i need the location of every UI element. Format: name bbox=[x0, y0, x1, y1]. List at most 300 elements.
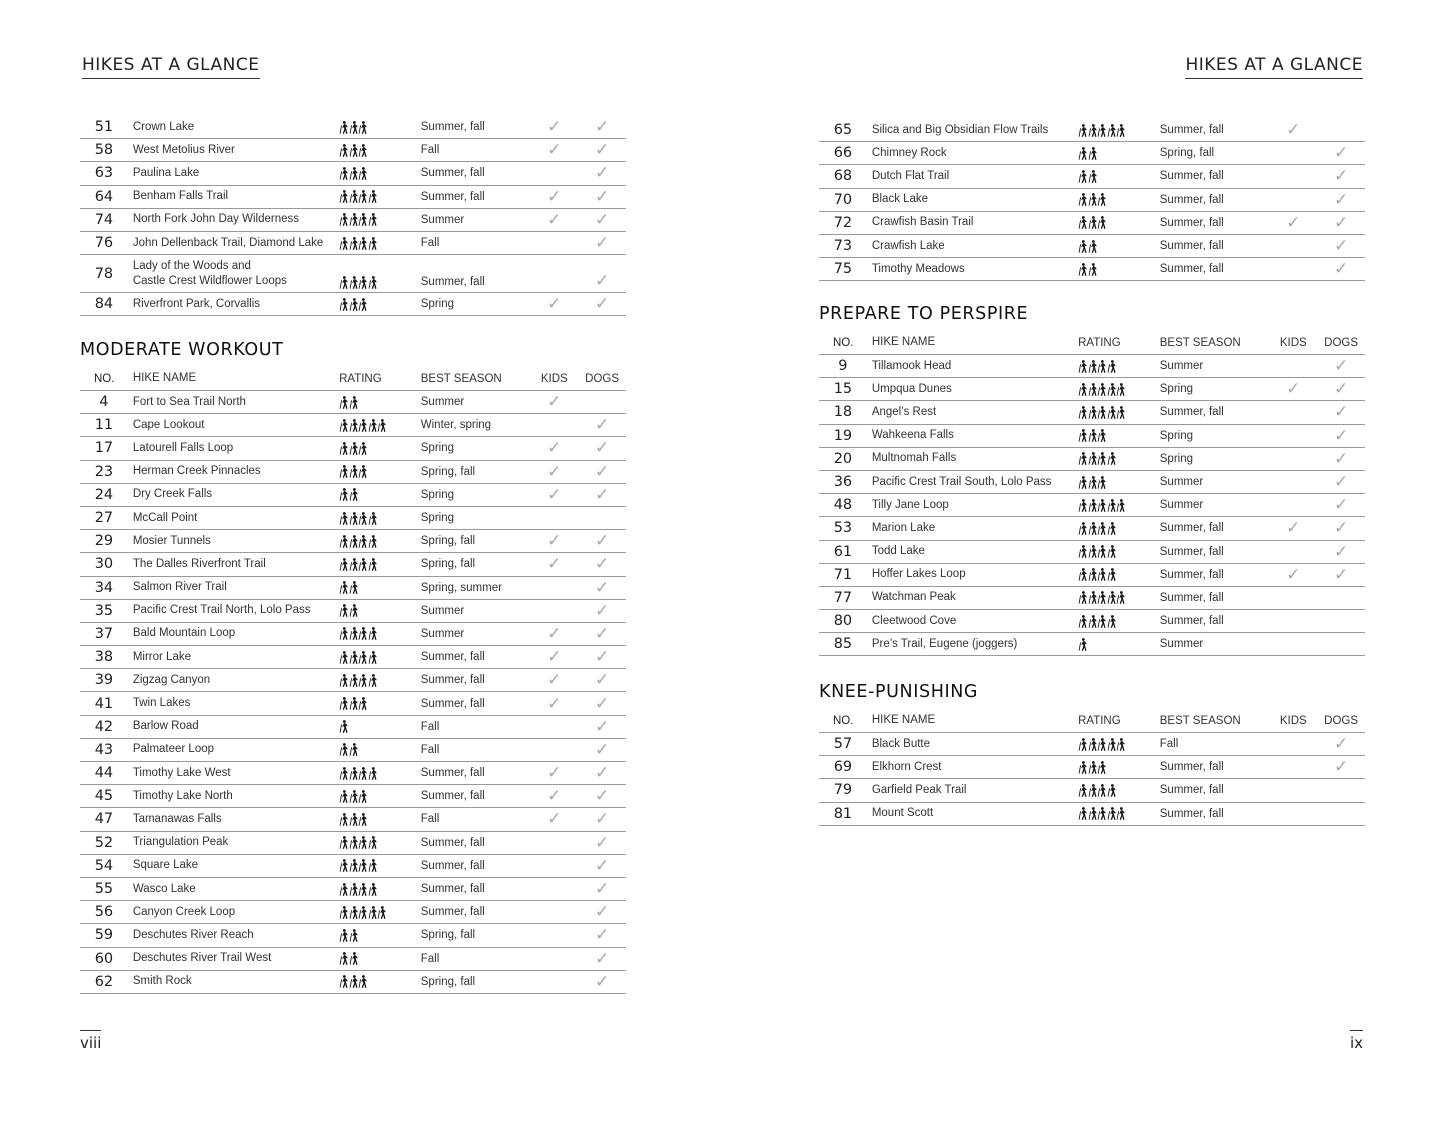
hiker-icon bbox=[339, 790, 349, 803]
hiker-icon bbox=[377, 419, 387, 432]
dogs-checkmark-icon: ✓ bbox=[1333, 734, 1349, 754]
hike-number: 36 bbox=[833, 474, 853, 491]
hike-rating bbox=[339, 276, 421, 292]
hike-rating bbox=[339, 488, 421, 501]
hike-number: 56 bbox=[94, 904, 114, 921]
hike-rating bbox=[1078, 591, 1160, 604]
hike-name bbox=[133, 858, 339, 873]
hike-name-line: Timothy Lake North bbox=[132, 789, 233, 802]
hiker-icon bbox=[339, 237, 349, 250]
hiker-icon bbox=[1078, 545, 1088, 558]
hike-name-line: Todd Lake bbox=[871, 545, 925, 558]
hike-number: 20 bbox=[833, 450, 853, 467]
hike-name-line: Barlow Road bbox=[132, 720, 199, 733]
best-season: Summer bbox=[420, 627, 465, 640]
hike-name bbox=[133, 766, 339, 781]
dogs-checkmark-icon: ✓ bbox=[1333, 212, 1349, 232]
kids-checkmark-icon: ✓ bbox=[1286, 564, 1301, 584]
hike-name bbox=[133, 487, 339, 502]
best-season: Summer, fall bbox=[420, 167, 485, 180]
hike-name-line: Smith Rock bbox=[132, 975, 192, 988]
hike-rating bbox=[339, 237, 421, 250]
hiker-icon bbox=[1088, 568, 1098, 581]
hike-name bbox=[872, 169, 1078, 184]
running-head-left: HIKES AT A GLANCE bbox=[82, 54, 260, 79]
hike-name bbox=[872, 783, 1078, 798]
table-row bbox=[80, 716, 626, 739]
hiker-icon bbox=[349, 790, 359, 803]
dogs-checkmark-icon: ✓ bbox=[594, 271, 610, 291]
hike-name bbox=[872, 760, 1078, 775]
hike-rating bbox=[339, 790, 421, 803]
hike-name bbox=[133, 534, 339, 549]
table-row bbox=[80, 971, 626, 994]
hiker-icon bbox=[1107, 738, 1117, 751]
table-row bbox=[80, 391, 626, 414]
hike-number: 39 bbox=[94, 672, 114, 689]
hike-rating bbox=[339, 144, 421, 157]
running-head-right: HIKES AT A GLANCE bbox=[1185, 54, 1363, 79]
hiker-icon bbox=[339, 558, 349, 571]
hike-name bbox=[133, 166, 339, 181]
hiker-icon bbox=[1097, 522, 1107, 535]
table-row bbox=[80, 855, 626, 878]
hike-rating bbox=[1078, 522, 1160, 535]
hiker-icon bbox=[1107, 591, 1117, 604]
hike-name-line: Hoffer Lakes Loop bbox=[871, 568, 966, 581]
hiker-icon bbox=[339, 906, 349, 919]
best-season: Summer, fall bbox=[420, 836, 485, 849]
hiker-icon bbox=[1088, 591, 1098, 604]
hiker-icon bbox=[339, 465, 349, 478]
hike-number: 42 bbox=[94, 718, 114, 735]
table-row bbox=[80, 878, 626, 901]
hiker-icon bbox=[1088, 522, 1098, 535]
hiker-icon bbox=[1116, 499, 1126, 512]
hike-number: 48 bbox=[833, 497, 853, 514]
hiker-icon bbox=[349, 558, 359, 571]
hike-rating bbox=[1078, 615, 1160, 628]
hiker-icon bbox=[339, 767, 349, 780]
hike-rating bbox=[339, 883, 421, 896]
hike-number: 54 bbox=[94, 857, 114, 874]
hiker-icon bbox=[1078, 452, 1088, 465]
hike-number: 62 bbox=[94, 973, 114, 990]
hike-name-line: Herman Creek Pinnacles bbox=[132, 465, 261, 478]
dogs-checkmark-icon: ✓ bbox=[594, 623, 610, 643]
hike-rating bbox=[1078, 452, 1160, 465]
hike-name-line: Chimney Rock bbox=[871, 146, 947, 159]
best-season: Spring bbox=[420, 488, 455, 501]
hiker-icon bbox=[377, 906, 387, 919]
table-row bbox=[80, 461, 626, 484]
hiker-icon bbox=[358, 790, 368, 803]
hike-name-line: McCall Point bbox=[132, 511, 198, 524]
hiker-icon bbox=[1088, 216, 1098, 229]
hike-name-line: Zigzag Canyon bbox=[132, 673, 211, 686]
table-row bbox=[819, 733, 1365, 756]
hiker-icon bbox=[1088, 807, 1098, 820]
table-row bbox=[819, 471, 1365, 494]
dogs-checkmark-icon: ✓ bbox=[1333, 448, 1349, 468]
best-season: Summer bbox=[420, 604, 465, 617]
hiker-icon bbox=[1078, 263, 1088, 276]
hike-rating bbox=[339, 419, 421, 432]
hike-name-line: Triangulation Peak bbox=[132, 836, 229, 849]
hike-name bbox=[133, 603, 339, 618]
kids-checkmark-icon: ✓ bbox=[547, 186, 562, 206]
best-season: Summer, fall bbox=[1159, 240, 1224, 253]
hike-rating bbox=[339, 298, 421, 311]
hiker-icon bbox=[358, 144, 368, 157]
hiker-icon bbox=[339, 929, 349, 942]
hiker-icon bbox=[358, 465, 368, 478]
column-header-name: HIKE NAME bbox=[871, 714, 936, 726]
kids-checkmark-icon: ✓ bbox=[547, 209, 562, 229]
best-season: Spring, summer bbox=[420, 581, 502, 594]
hike-number: 30 bbox=[94, 556, 114, 573]
dogs-checkmark-icon: ✓ bbox=[594, 163, 610, 183]
hiker-icon bbox=[349, 581, 359, 594]
hiker-icon bbox=[339, 121, 349, 134]
hiker-icon bbox=[1097, 360, 1107, 373]
best-season: Spring bbox=[420, 442, 455, 455]
table-row bbox=[80, 948, 626, 971]
hike-number: 59 bbox=[94, 927, 114, 944]
hike-name-line: Salmon River Trail bbox=[132, 581, 227, 594]
best-season: Summer bbox=[1159, 638, 1204, 651]
hiker-icon bbox=[358, 767, 368, 780]
dogs-checkmark-icon: ✓ bbox=[1333, 236, 1349, 256]
hike-name-line: Canyon Creek Loop bbox=[132, 905, 236, 918]
hike-rating bbox=[339, 720, 421, 733]
hike-number: 19 bbox=[833, 427, 853, 444]
kids-checkmark-icon: ✓ bbox=[547, 623, 562, 643]
best-season: Summer, fall bbox=[1159, 784, 1224, 797]
hike-name-line: Latourell Falls Loop bbox=[132, 441, 234, 454]
hike-name bbox=[133, 297, 339, 312]
hike-rating bbox=[339, 859, 421, 872]
hiker-icon bbox=[1097, 784, 1107, 797]
hike-number: 11 bbox=[94, 417, 114, 434]
hike-name bbox=[872, 359, 1078, 374]
dogs-checkmark-icon: ✓ bbox=[594, 209, 610, 229]
column-header-rating: RATING bbox=[1078, 336, 1121, 349]
hike-name-line: Garfield Peak Trail bbox=[871, 783, 967, 796]
hike-number: 84 bbox=[94, 296, 114, 313]
hike-number: 75 bbox=[833, 261, 853, 278]
table-row bbox=[80, 209, 626, 232]
dogs-checkmark-icon: ✓ bbox=[1333, 757, 1349, 777]
table-row bbox=[819, 378, 1365, 401]
column-header-name: HIKE NAME bbox=[132, 372, 197, 384]
hike-name-line: Umpqua Dunes bbox=[871, 382, 952, 395]
hike-rating bbox=[339, 213, 421, 226]
hiker-icon bbox=[339, 419, 349, 432]
hiker-icon bbox=[339, 144, 349, 157]
hiker-icon bbox=[1088, 499, 1098, 512]
hiker-icon bbox=[358, 859, 368, 872]
hiker-icon bbox=[368, 213, 378, 226]
hiker-icon bbox=[349, 883, 359, 896]
hike-name bbox=[872, 637, 1078, 652]
hiker-icon bbox=[1097, 761, 1107, 774]
hike-rating bbox=[1078, 360, 1160, 373]
hike-rating bbox=[339, 906, 421, 919]
best-season: Summer, fall bbox=[1159, 170, 1224, 183]
hiker-icon bbox=[349, 535, 359, 548]
hiker-icon bbox=[1097, 406, 1107, 419]
table-row bbox=[80, 139, 626, 162]
section-title: PREPARE TO PERSPIRE bbox=[819, 304, 1029, 324]
hiker-icon bbox=[1078, 476, 1088, 489]
hike-rating bbox=[339, 442, 421, 455]
hiker-icon bbox=[349, 697, 359, 710]
hiker-icon bbox=[1078, 406, 1088, 419]
dogs-checkmark-icon: ✓ bbox=[594, 438, 610, 458]
table-row bbox=[819, 235, 1365, 258]
hike-name-line: Mosier Tunnels bbox=[132, 534, 211, 547]
hiker-icon bbox=[1088, 124, 1098, 137]
hiker-icon bbox=[349, 419, 359, 432]
table-row bbox=[80, 116, 626, 139]
hiker-icon bbox=[1078, 568, 1088, 581]
hike-name-line: Black Butte bbox=[871, 737, 930, 750]
hiker-icon bbox=[339, 604, 349, 617]
hiker-icon bbox=[368, 651, 378, 664]
hiker-icon bbox=[339, 276, 349, 289]
best-season: Spring bbox=[1159, 429, 1194, 442]
hiker-icon bbox=[339, 535, 349, 548]
hiker-icon bbox=[1078, 193, 1088, 206]
table-row bbox=[819, 756, 1365, 779]
best-season: Spring, fall bbox=[420, 558, 476, 571]
hike-number: 4 bbox=[99, 394, 109, 411]
hike-name bbox=[872, 405, 1078, 420]
hiker-icon bbox=[1088, 452, 1098, 465]
hiker-icon bbox=[339, 697, 349, 710]
right-page bbox=[819, 0, 1365, 1124]
dogs-checkmark-icon: ✓ bbox=[594, 577, 610, 597]
table-row bbox=[819, 401, 1365, 424]
hike-rating bbox=[339, 512, 421, 525]
hike-name bbox=[133, 580, 339, 595]
column-header-kids: KIDS bbox=[540, 372, 568, 385]
hike-number: 45 bbox=[94, 788, 114, 805]
best-season: Spring bbox=[1159, 452, 1194, 465]
hiker-icon bbox=[1078, 147, 1088, 160]
hike-rating bbox=[339, 767, 421, 780]
hiker-icon bbox=[1097, 476, 1107, 489]
hiker-icon bbox=[1097, 738, 1107, 751]
hiker-icon bbox=[368, 558, 378, 571]
hiker-icon bbox=[1097, 545, 1107, 558]
hike-rating bbox=[339, 581, 421, 594]
dogs-checkmark-icon: ✓ bbox=[594, 117, 610, 137]
table-row bbox=[819, 425, 1365, 448]
best-season: Summer, fall bbox=[1159, 216, 1224, 229]
hike-name-line: Fort to Sea Trail North bbox=[132, 395, 246, 408]
kids-checkmark-icon: ✓ bbox=[547, 786, 562, 806]
hike-number: 60 bbox=[94, 950, 114, 967]
hiker-icon bbox=[1078, 738, 1088, 751]
column-header-dogs: DOGS bbox=[1324, 336, 1359, 349]
hike-name bbox=[133, 212, 339, 227]
best-season: Fall bbox=[420, 144, 440, 157]
hike-rating bbox=[1078, 170, 1160, 183]
hike-name-line: Crawfish Lake bbox=[871, 239, 945, 252]
hike-number: 65 bbox=[833, 122, 853, 139]
hiker-icon bbox=[1107, 406, 1117, 419]
best-season: Summer bbox=[420, 396, 465, 409]
best-season: Summer, fall bbox=[420, 674, 485, 687]
hike-name bbox=[133, 719, 339, 734]
hiker-icon bbox=[339, 651, 349, 664]
hike-number: 43 bbox=[94, 741, 114, 758]
hiker-icon bbox=[1107, 568, 1117, 581]
hike-rating bbox=[1078, 124, 1160, 137]
hike-name bbox=[133, 905, 339, 920]
hike-rating bbox=[339, 535, 421, 548]
hike-name-line: Mirror Lake bbox=[132, 650, 191, 663]
hiker-icon bbox=[1097, 383, 1107, 396]
hike-name-line: Multnomah Falls bbox=[871, 452, 957, 465]
hike-number: 64 bbox=[94, 188, 114, 205]
hike-rating bbox=[339, 813, 421, 826]
hiker-icon bbox=[368, 836, 378, 849]
hiker-icon bbox=[1078, 761, 1088, 774]
hiker-icon bbox=[368, 627, 378, 640]
hike-number: 18 bbox=[833, 404, 853, 421]
hike-name-line: Deschutes River Reach bbox=[132, 928, 254, 941]
hike-name bbox=[872, 806, 1078, 821]
hike-number: 44 bbox=[94, 765, 114, 782]
dogs-checkmark-icon: ✓ bbox=[1333, 425, 1349, 445]
hike-number: 51 bbox=[94, 119, 114, 136]
dogs-checkmark-icon: ✓ bbox=[1333, 356, 1349, 376]
hike-rating bbox=[339, 121, 421, 134]
best-season: Spring, fall bbox=[420, 929, 476, 942]
hiker-icon bbox=[1107, 452, 1117, 465]
hiker-icon bbox=[1088, 784, 1098, 797]
hiker-icon bbox=[1107, 383, 1117, 396]
best-season: Summer, fall bbox=[420, 906, 485, 919]
table-row bbox=[819, 494, 1365, 517]
hiker-icon bbox=[1088, 383, 1098, 396]
hiker-icon bbox=[1088, 193, 1098, 206]
hiker-icon bbox=[1078, 124, 1088, 137]
hiker-icon bbox=[358, 836, 368, 849]
hiker-icon bbox=[358, 419, 368, 432]
dogs-checkmark-icon: ✓ bbox=[594, 971, 610, 991]
hike-name bbox=[133, 511, 339, 526]
best-season: Spring, fall bbox=[420, 535, 476, 548]
hike-number: 79 bbox=[833, 782, 853, 799]
hiker-icon bbox=[1088, 738, 1098, 751]
best-season: Fall bbox=[1159, 738, 1179, 751]
hiker-icon bbox=[1116, 591, 1126, 604]
best-season: Summer bbox=[1159, 499, 1204, 512]
table-row bbox=[80, 762, 626, 785]
hike-rating bbox=[1078, 807, 1160, 820]
hike-name bbox=[872, 737, 1078, 752]
dogs-checkmark-icon: ✓ bbox=[1333, 189, 1349, 209]
kids-checkmark-icon: ✓ bbox=[547, 484, 562, 504]
hike-rating bbox=[339, 396, 421, 409]
hike-name-line: Crawfish Basin Trail bbox=[871, 216, 974, 229]
table-row bbox=[80, 414, 626, 437]
hike-rating bbox=[339, 836, 421, 849]
hike-number: 69 bbox=[833, 759, 853, 776]
hike-name-line: Cape Lookout bbox=[132, 418, 205, 431]
best-season: Fall bbox=[420, 813, 440, 826]
hiker-icon bbox=[1107, 522, 1117, 535]
best-season: Summer bbox=[1159, 360, 1204, 373]
kids-checkmark-icon: ✓ bbox=[1286, 120, 1301, 140]
hiker-icon bbox=[1097, 807, 1107, 820]
table-row bbox=[819, 633, 1365, 656]
hiker-icon bbox=[1116, 406, 1126, 419]
hiker-icon bbox=[1088, 170, 1098, 183]
table-row bbox=[80, 293, 626, 316]
dogs-checkmark-icon: ✓ bbox=[594, 233, 610, 253]
hiker-icon bbox=[358, 276, 368, 289]
hike-number: 77 bbox=[833, 589, 853, 606]
hiker-icon bbox=[1107, 499, 1117, 512]
hiker-icon bbox=[1116, 383, 1126, 396]
best-season: Summer, fall bbox=[1159, 615, 1224, 628]
column-header-kids: KIDS bbox=[1279, 336, 1307, 349]
best-season: Spring, fall bbox=[1159, 147, 1215, 160]
dogs-checkmark-icon: ✓ bbox=[594, 925, 610, 945]
hike-name bbox=[872, 567, 1078, 582]
hiker-icon bbox=[1097, 193, 1107, 206]
section-knee-punishing bbox=[819, 679, 1365, 826]
hike-name bbox=[872, 262, 1078, 277]
hiker-icon bbox=[339, 488, 349, 501]
table-row bbox=[80, 901, 626, 924]
hike-rating bbox=[339, 929, 421, 942]
best-season: Spring bbox=[420, 298, 455, 311]
hike-name-line: Pacific Crest Trail South, Lolo Pass bbox=[871, 475, 1052, 488]
hiker-icon bbox=[358, 558, 368, 571]
hike-rating bbox=[339, 465, 421, 478]
hike-name bbox=[133, 259, 339, 289]
hike-number: 74 bbox=[94, 211, 114, 228]
hike-name bbox=[133, 974, 339, 989]
hike-rating bbox=[1078, 499, 1160, 512]
dogs-checkmark-icon: ✓ bbox=[1333, 495, 1349, 515]
hiker-icon bbox=[1097, 499, 1107, 512]
hike-rating bbox=[339, 627, 421, 640]
dogs-checkmark-icon: ✓ bbox=[594, 294, 610, 314]
table-row bbox=[80, 232, 626, 255]
hiker-icon bbox=[1078, 638, 1088, 651]
hike-rating bbox=[339, 190, 421, 203]
table-row bbox=[80, 600, 626, 623]
hiker-icon bbox=[368, 237, 378, 250]
hiker-icon bbox=[1088, 240, 1098, 253]
hiker-icon bbox=[358, 237, 368, 250]
best-season: Summer, fall bbox=[1159, 522, 1224, 535]
hiker-icon bbox=[349, 442, 359, 455]
table-row bbox=[819, 587, 1365, 610]
table-row bbox=[80, 808, 626, 831]
hike-number: 27 bbox=[94, 510, 114, 527]
hiker-icon bbox=[1107, 124, 1117, 137]
table-row bbox=[80, 530, 626, 553]
hiker-icon bbox=[1088, 263, 1098, 276]
